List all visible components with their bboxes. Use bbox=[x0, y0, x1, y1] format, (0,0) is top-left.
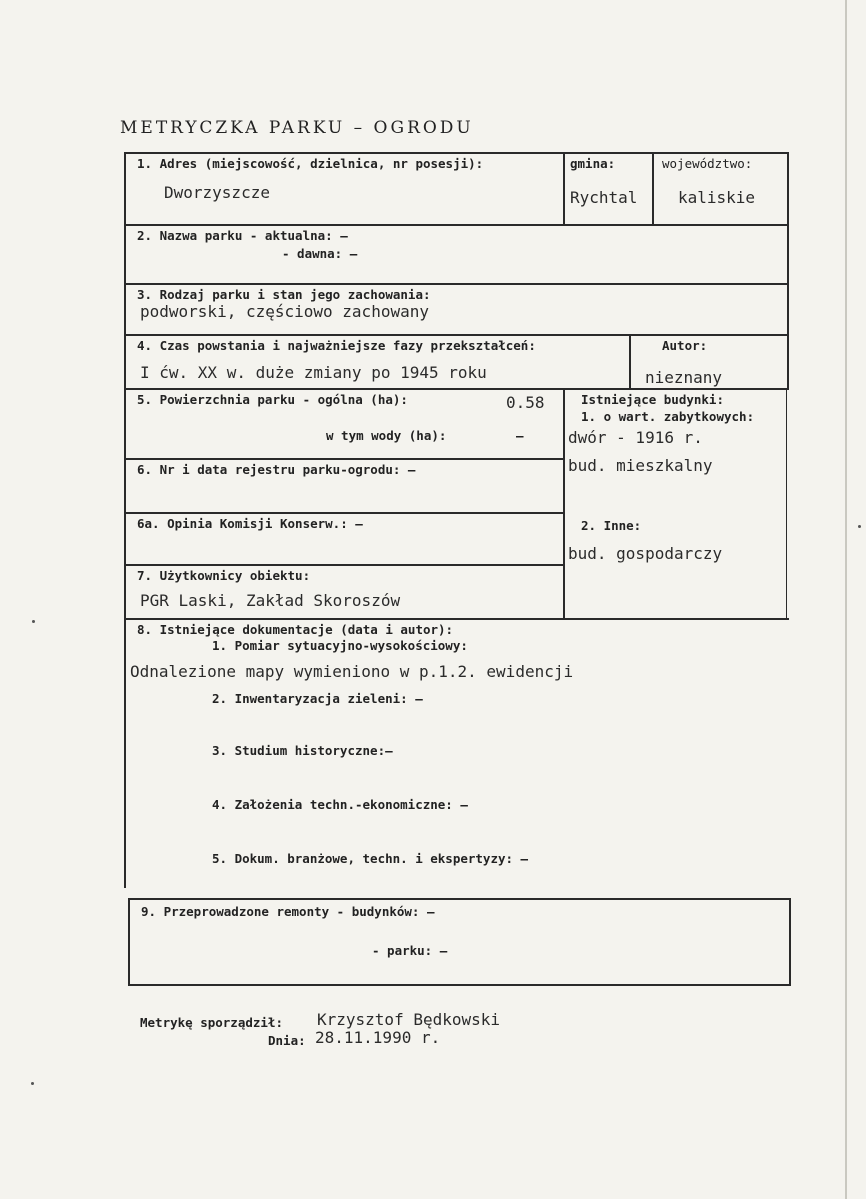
area-value: 0.58 bbox=[506, 393, 545, 412]
park-type-label: 3. Rodzaj parku i stan jego zachowania: bbox=[137, 287, 431, 302]
creation-time-value: I ćw. XX w. duże zmiany po 1945 roku bbox=[140, 363, 487, 382]
historic-building-2: bud. mieszkalny bbox=[568, 456, 713, 475]
doc-item-1-value: Odnalezione mapy wymieniono w p.1.2. ewidencji bbox=[130, 662, 574, 681]
form-title: METRYCZKA PARKU – OGRODU bbox=[120, 118, 474, 138]
users-value: PGR Laski, Zakład Skoroszów bbox=[140, 591, 401, 610]
author-label: Autor: bbox=[662, 338, 708, 353]
scan-speck bbox=[32, 620, 35, 623]
area-label: 5. Powierzchnia parku - ogólna (ha): bbox=[137, 392, 408, 407]
other-buildings-label: 2. Inne: bbox=[581, 518, 642, 533]
doc-item-4: 4. Założenia techn.-ekonomiczne: – bbox=[212, 797, 468, 812]
doc-item-1: 1. Pomiar sytuacyjno-wysokościowy: bbox=[212, 638, 468, 653]
park-name-former: - dawna: – bbox=[282, 246, 358, 261]
historic-building-1: dwór - 1916 r. bbox=[568, 428, 703, 447]
historic-buildings-label: 1. o wart. zabytkowych: bbox=[581, 409, 755, 424]
voivodeship-value: kaliskie bbox=[678, 188, 756, 207]
author-value: nieznany bbox=[645, 368, 723, 387]
doc-item-2: 2. Inwentaryzacja zieleni: – bbox=[212, 691, 423, 706]
park-type-value: podworski, częściowo zachowany bbox=[140, 302, 429, 321]
address-value: Dworzyszcze bbox=[164, 183, 270, 202]
water-area-value: – bbox=[516, 428, 524, 443]
page-right-edge bbox=[845, 0, 847, 1199]
park-name-current: 2. Nazwa parku - aktualna: – bbox=[137, 228, 348, 243]
address-label: 1. Adres (miejscowość, dzielnica, nr posesji): bbox=[137, 156, 484, 171]
renovations-park: - parku: – bbox=[372, 943, 448, 958]
register-label: 6. Nr i data rejestru parku-ogrodu: – bbox=[137, 462, 416, 477]
doc-item-5: 5. Dokum. branżowe, techn. i ekspertyzy: – bbox=[212, 851, 529, 866]
scan-speck bbox=[858, 525, 861, 528]
buildings-label: Istniejące budynki: bbox=[581, 392, 724, 407]
doc-item-3: 3. Studium historyczne:– bbox=[212, 743, 393, 758]
other-building-1: bud. gospodarczy bbox=[568, 544, 723, 563]
date-value: 28.11.1990 r. bbox=[315, 1028, 441, 1047]
renovations-buildings: 9. Przeprowadzone remonty - budynków: – bbox=[141, 904, 435, 919]
voivodeship-label: województwo: bbox=[662, 156, 753, 171]
gmina-value: Rychtal bbox=[570, 188, 638, 207]
scan-speck bbox=[31, 1082, 34, 1085]
documentation-label: 8. Istniejące dokumentacje (data i autor): bbox=[137, 622, 454, 637]
prepared-by-label: Metrykę sporządził: bbox=[140, 1015, 283, 1030]
prepared-by-value: Krzysztof Będkowski bbox=[317, 1010, 501, 1029]
creation-time-label: 4. Czas powstania i najważniejsze fazy przekształceń: bbox=[137, 338, 536, 353]
gmina-label: gmina: bbox=[570, 156, 616, 171]
water-area-label: w tym wody (ha): bbox=[326, 428, 447, 443]
users-label: 7. Użytkownicy obiektu: bbox=[137, 568, 311, 583]
date-label: Dnia: bbox=[268, 1033, 306, 1048]
conservator-opinion-label: 6a. Opinia Komisji Konserw.: – bbox=[137, 516, 363, 531]
